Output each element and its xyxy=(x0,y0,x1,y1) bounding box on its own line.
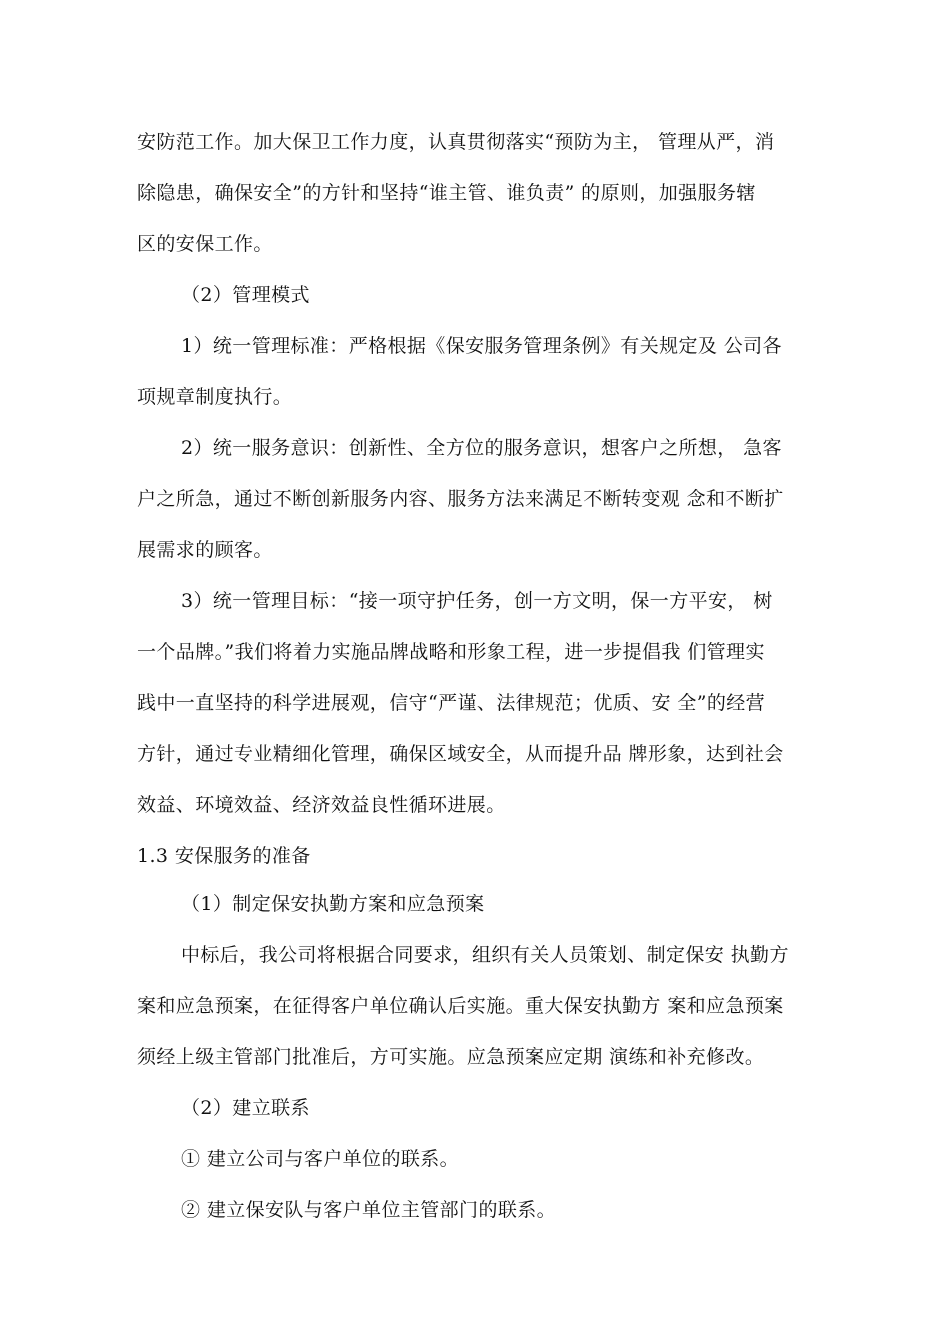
list-item: ② 建立保安队与客户单位主管部门的联系。 xyxy=(181,1199,557,1221)
text-line: 须经上级主管部门批准后，方可实施。应急预案应定期 演练和补充修改。 xyxy=(137,1046,765,1068)
section-heading: （2）管理模式 xyxy=(181,284,310,306)
text-line: 效益、环境效益、经济效益良性循环进展。 xyxy=(137,794,506,816)
section-title: 1.3 安保服务的准备 xyxy=(137,845,311,867)
text-line: 践中一直坚持的科学进展观，信守“严谨、法律规范；优质、安 全”的经营 xyxy=(137,692,766,714)
text-line: 方针，通过专业精细化管理，确保区域安全，从而提升品 牌形象，达到社会 xyxy=(137,743,784,765)
text-line: 2）统一服务意识：创新性、全方位的服务意识，想客户之所想， 急客 xyxy=(181,437,782,459)
text-line: 区的安保工作。 xyxy=(137,233,273,255)
section-heading: （1）制定保安执勤方案和应急预案 xyxy=(181,893,485,915)
section-heading: （2）建立联系 xyxy=(181,1097,310,1119)
list-item: ① 建立公司与客户单位的联系。 xyxy=(181,1148,460,1170)
text-line: 项规章制度执行。 xyxy=(137,386,293,408)
text-line: 展需求的顾客。 xyxy=(137,539,273,561)
text-line: 安防范工作。加大保卫工作力度，认真贯彻落实“预防为主， 管理从严，消 xyxy=(137,131,775,153)
text-line: 除隐患，确保安全”的方针和坚持“谁主管、谁负责” 的原则，加强服务辖 xyxy=(137,182,756,204)
text-line: 户之所急，通过不断创新服务内容、服务方法来满足不断转变观 念和不断扩 xyxy=(137,488,784,510)
text-line: 3）统一管理目标：“接一项守护任务，创一方文明，保一方平安， 树 xyxy=(181,590,773,612)
text-line: 1）统一管理标准：严格根据《保安服务管理条例》有关规定及 公司各 xyxy=(181,335,782,357)
text-line: 中标后，我公司将根据合同要求，组织有关人员策划、制定保安 执勤方 xyxy=(181,944,789,966)
text-line: 案和应急预案，在征得客户单位确认后实施。重大保安执勤方 案和应急预案 xyxy=(137,995,784,1017)
text-line: 一个品牌。”我们将着力实施品牌战略和形象工程，进一步提倡我 们管理实 xyxy=(137,641,765,663)
